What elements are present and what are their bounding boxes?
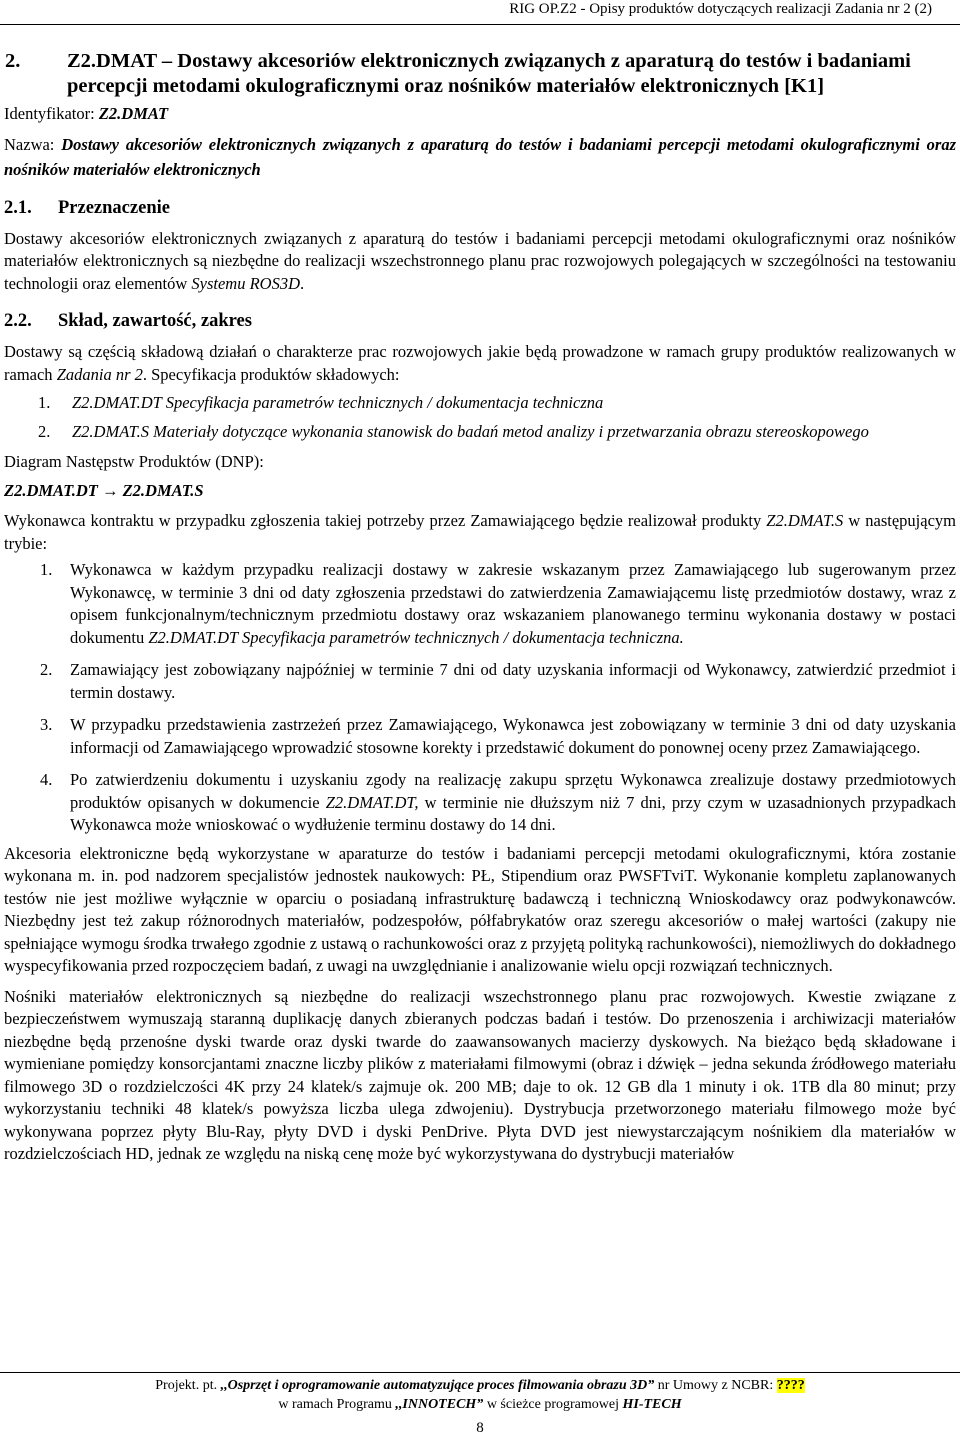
footer-program-name: ,,INNOTECH” (395, 1397, 484, 1412)
dnp-diagram: Z2.DMAT.DT → Z2.DMAT.S (4, 480, 204, 500)
purpose-text: Dostawy akcesoriów elektronicznych związanych z aparaturą do testów i badaniami percepcji metodami okulograficznymi oraz nośników materiałów elektronicznych są niezbędne do realizacji wszechstronnego planu prac rozwojowych polegających w szczególności na testowaniu technologii oraz elementów (4, 228, 956, 293)
step-number: 3. (40, 715, 53, 734)
footer-path-name: HI-TECH (622, 1397, 682, 1412)
subsection-number: 2.2. (4, 311, 32, 331)
procedure-step (4, 714, 956, 759)
list-item-description: Specyfikacja parametrów technicznych / dokumentacja techniczna (161, 393, 604, 412)
page-footer (0, 1376, 960, 1414)
name-label: Nazwa: (4, 134, 62, 154)
purpose-paragraph (4, 228, 956, 296)
accessories-paragraph: Akcesoria elektroniczne będą wykorzystane w aparaturze do testów i badaniami percepcji metodami okulograficznymi, która zostanie wykonana m. in. pod nadzorem specjalistów jednostek naukowych: PŁ, Stipendium oraz PWSFTviT. Wykonanie kompletu zaplanowanych testów nie jest możliwe wyłącznie w oparciu o posiadaną infrastrukturę badawczą i techniczną Wnioskodawcy oraz podwykonawców. Niezbędny jest też zakup różnorodnych materiałów, podzespołów, półfabrykatów oraz szeregu akcesoriów o małej wartości (zakupy nie spełniające wymogu środka trwałego zgodnie z ustawą o rachunkowości oraz z przyjętą polityką rachunkowości), niemożliwych do dokładnego wyspecyfikowania przed rozpoczęciem badań, z uwagi na uwzględnianie i analizowanie wielu opcji rozwiązań technicznych. (4, 843, 956, 975)
step-text-italic: Z2.DMAT.DT, (325, 792, 419, 812)
subsection-heading-scope (4, 309, 956, 333)
subsection-title: Przeznaczenie (58, 197, 170, 218)
procedure-step (4, 659, 956, 704)
step-number: 2. (40, 660, 53, 679)
scope-intro-end: . Specyfikacja produktów składowych: (142, 364, 400, 384)
section-heading (4, 49, 956, 99)
step-text-main: Po zatwierdzeniu dokumentu i uzyskaniu zgody na realizację zakupu sprzętu Wykonawca zrealizuje dostawy przedmiotowych produktów opisanych w dokumencie (70, 770, 956, 812)
step-text-main: Wykonawca w każdym przypadku realizacji dostawy w zakresie wskazanym przez Zamawiającego lub sugerowanym przez Wykonawcę, w terminie 3 dni od daty zgłoszenia przedstawi do zatwierdzenia Zamawiającemu listę przedmiotów dostawy, wraz z opisem funkcjonalnym/technicznym przedmiotu dostawy oraz wskazaniem planowanego terminu wykonania dostawy w postaci dokumentu (70, 560, 956, 647)
contract-text: Wykonawca kontraktu w przypadku zgłoszenia takiej potrzeby przez Zamawiającego będzie realizował produkty (4, 511, 767, 530)
name-line (4, 132, 956, 182)
section-title: Z2.DMAT – Dostawy akcesoriów elektronicznych związanych z aparaturą do testów i badaniami percepcji metodami okulograficznymi oraz nośników materiałów elektronicznych [K1] (67, 50, 911, 97)
procedure-step (4, 769, 956, 837)
list-item-number: 1. (38, 393, 51, 412)
step-text: Zamawiający jest zobowiązany najpóźniej w terminie 7 dni od daty uzyskania informacji od Wykonawcy, zatwierdzić przedmiot i termin dostawy. (70, 660, 956, 702)
contract-end: w następującym trybie: (4, 511, 956, 553)
step-number: 1. (40, 560, 53, 579)
procedure-step (4, 559, 956, 649)
list-item-text (72, 392, 956, 415)
purpose-period: . (300, 273, 305, 293)
step-text: W przypadku przedstawienia zastrzeżeń przez Zamawiającego, Wykonawca jest zobowiązany w terminie 3 dni od daty uzyskania informacji od Zamawiającego wprowadzić stosowne korekty i przedstawić dokument do ponownej oceny przez Zamawiającego. (70, 715, 956, 757)
scope-task-name: Zadania nr 2 (56, 364, 143, 384)
contract-product: Z2.DMAT.S (766, 511, 844, 530)
footer-line-program (0, 1395, 960, 1414)
subsection-heading-purpose (4, 196, 956, 220)
list-item (4, 421, 956, 444)
subsection-number: 2.1. (4, 197, 32, 218)
purpose-system-name: Systemu ROS3D (191, 273, 300, 293)
list-item-number: 2. (38, 421, 51, 441)
footer-project-title: ,,Osprzęt i oprogramowanie automatyzujące proces filmowania obrazu 3D” (220, 1378, 655, 1393)
identifier-value: Z2.DMAT (98, 104, 169, 123)
footer-line-project (0, 1376, 960, 1395)
contract-paragraph (4, 510, 956, 555)
header-rule (0, 24, 960, 25)
list-item-code: Z2.DMAT.S (72, 421, 150, 441)
identifier-line (4, 103, 956, 126)
list-item (4, 392, 956, 415)
footer-path-label: w ścieżce programowej (483, 1397, 623, 1412)
step-text-end: w terminie nie dłuższym niż 7 dni, przy czym w uzasadnionych przypadkach Wykonawca może wnioskować o wydłużenie terminu dostawy do 14 dni. (70, 792, 957, 834)
footer-contract-number: ???? (776, 1378, 805, 1393)
scope-intro (4, 341, 956, 386)
step-number: 4. (40, 770, 53, 789)
scope-intro-text: Dostawy są częścią składową działań o charakterze prac rozwojowych jakie będą prowadzone w ramach grupy produktów realizowanych w ramach (4, 342, 956, 384)
list-item-text (72, 421, 956, 444)
step-text (70, 769, 956, 837)
component-list (4, 392, 956, 443)
footer-program-label: w ramach Programu (278, 1397, 396, 1412)
document-body (4, 49, 956, 1166)
section-number: 2. (5, 50, 21, 72)
step-text (70, 559, 956, 649)
list-item-description: Materiały dotyczące wykonania stanowisk do badań metod analizy i przetwarzania obrazu stereoskopowego (149, 421, 869, 441)
page-number: 8 (476, 1420, 484, 1436)
footer-contract-label: nr Umowy z NCBR: (654, 1378, 777, 1393)
procedure-steps (4, 559, 956, 837)
subsection-title: Skład, zawartość, zakres (58, 311, 252, 331)
running-header: RIG OP.Z2 - Opisy produktów dotyczących realizacji Zadania nr 2 (2) (509, 1, 932, 17)
step-text-italic: Z2.DMAT.DT Specyfikacja parametrów technicznych / dokumentacja techniczna. (148, 627, 684, 647)
identifier-label: Identyfikator: (4, 104, 99, 123)
footer-project-label: Projekt. pt. (155, 1378, 221, 1393)
dnp-label: Diagram Następstw Produktów (DNP): (4, 452, 264, 471)
media-paragraph: Nośniki materiałów elektronicznych są niezbędne do realizacji wszechstronnego planu prac rozwojowych. Kwestie związane z bezpieczeństwem wymuszają staranną duplikację danych zbieranych podczas badań i testów. Do przenoszenia i archiwizacji materiałów niezbędne będą przenośne dyski twarde oraz dyski twarde do zaawansowanych macierzy dyskowych. Na bieżąco będą składowane i wymieniane pomiędzy konsorcjantami znaczne liczby plików z materiałami filmowymi (obraz i dźwięk – jedna sekunda źródłowego materiału filmowego 3D o rozdzielczości 4K przy 24 klatek/s zajmuje ok. 200 MB; daje to ok. 12 GB dla 1 minuty i ok. 1TB dla 80 minut; przy wykorzystaniu techniki 48 klatek/s powyższa liczba ulega zdwojeniu). Dystrybucja przetworzonego materiału filmowego może być wykonywana poprzez płyty Blu-Ray, płyty DVD i dyski PenDrive. Płyta DVD jest niewystarczającym nośnikiem dla materiałów w rozdzielczościach HD, jednak ze względu na niską cenę może być wykorzystywana do dystrybucji materiałów (4, 986, 956, 1163)
footer-rule (0, 1372, 960, 1373)
name-value: Dostawy akcesoriów elektronicznych związanych z aparaturą do testów i badaniami percepcji metodami okulograficznymi oraz nośników materiałów elektronicznych (4, 134, 956, 179)
list-item-code: Z2.DMAT.DT (72, 393, 162, 412)
